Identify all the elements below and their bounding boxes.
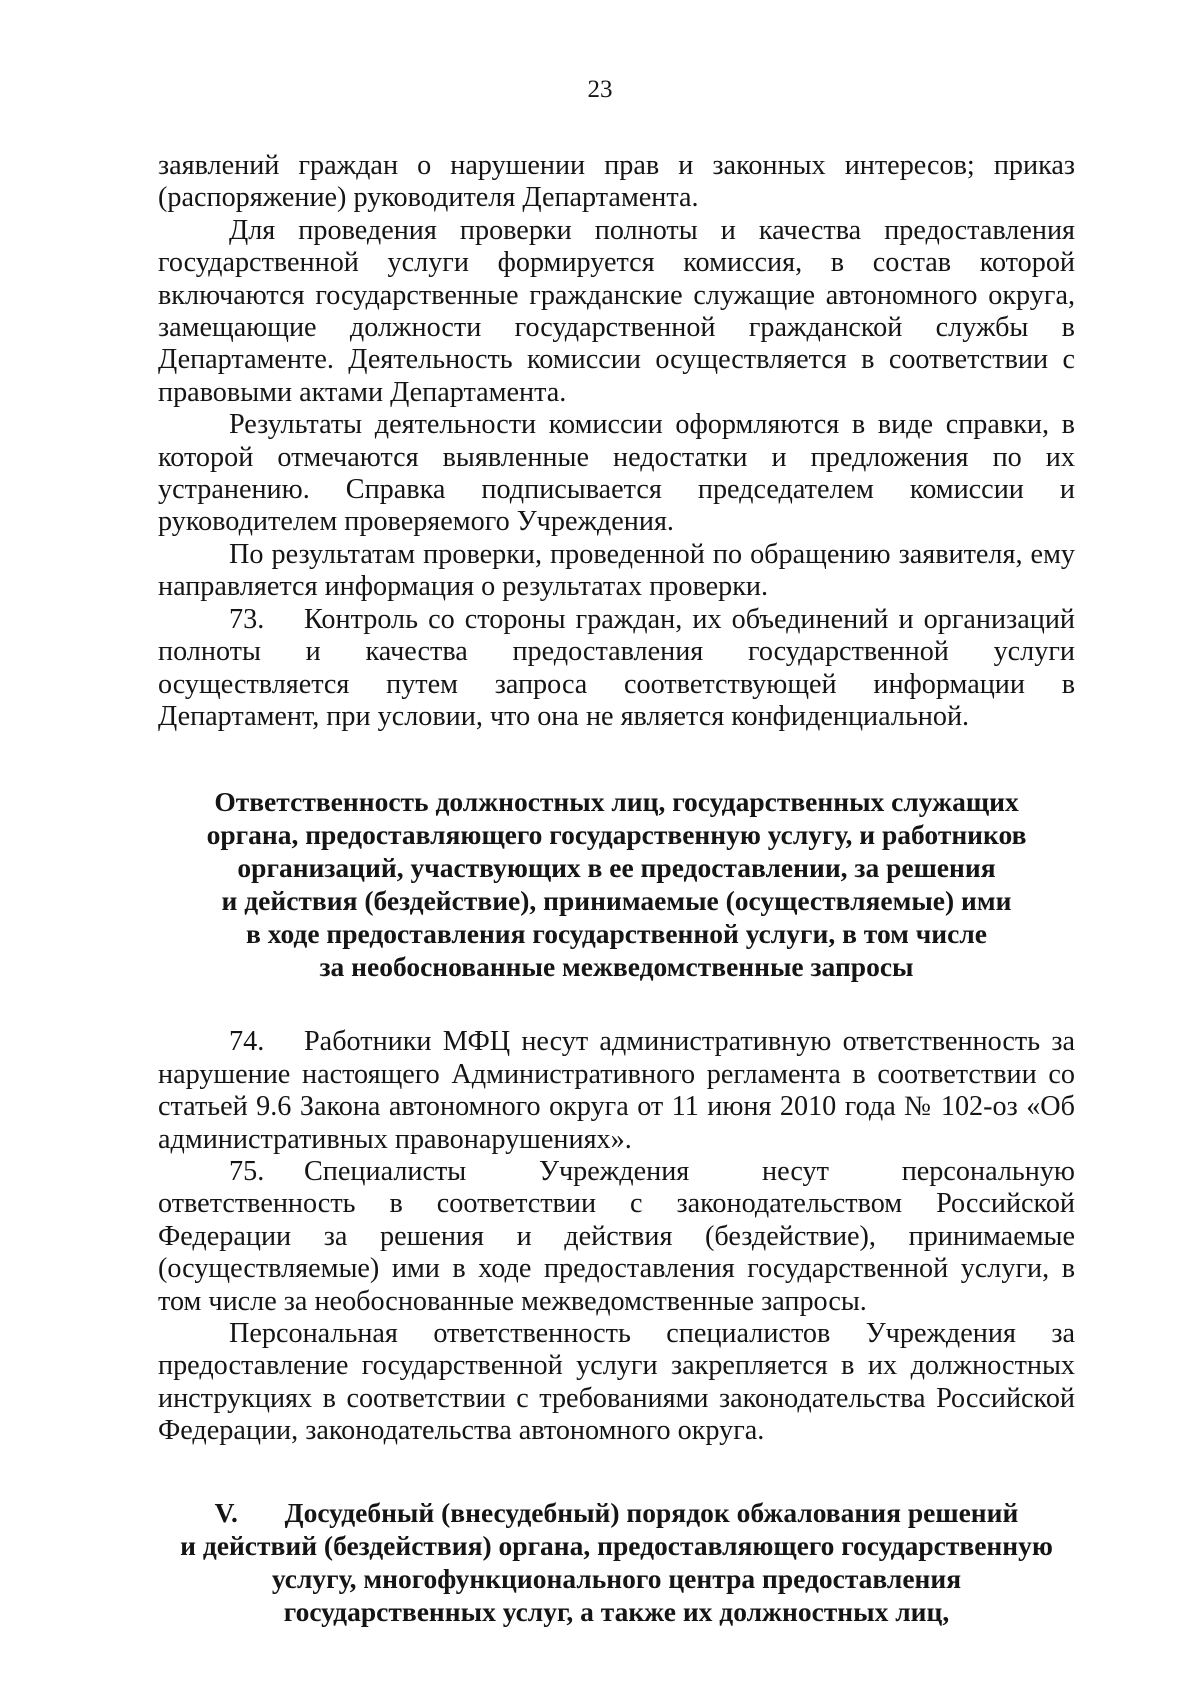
heading-first-line: Досудебный (внесудебный) порядок обжалования решений xyxy=(284,1496,1019,1528)
item-number: 75. xyxy=(229,1155,265,1187)
item-text: Специалисты Учреждения несут персональную ответственность в соответствии с законодательством Российской Федерации за решения и действия (бездействие), принимаемые (осуществляемые) ими в ходе предоставления государственной услуги, в том числе за необоснованные межведомственные запросы. xyxy=(158,1155,1075,1317)
section-heading-pretrial-appeal xyxy=(158,1496,1075,1628)
item-text: Контроль со стороны граждан, их объединений и организаций полноты и качества предоставления государственной услуги осуществляется путем запроса соответствующей информации в Департамент, при условии, что она не является конфиденциальной. xyxy=(158,603,1075,732)
section-number: V. xyxy=(214,1496,238,1528)
heading-line xyxy=(158,1496,1075,1529)
heading-line: услугу, многофункционального центра предоставления xyxy=(271,1562,962,1594)
paragraph-results: Результаты деятельности комиссии оформляются в виде справки, в которой отмечаются выявленные недостатки и предложения по их устранению. Справка подписывается председателем комиссии и руководителем проверяемого Учреждения. xyxy=(158,409,1075,538)
heading-line: и действий (бездействия) органа, предоставляющего государственную xyxy=(180,1529,1053,1561)
item-number: 74. xyxy=(229,1026,265,1058)
heading-line: Ответственность должностных лиц, государственных служащих xyxy=(214,786,1019,818)
heading-line: органа, предоставляющего государственную услугу, и работников xyxy=(206,819,1027,851)
paragraph-continuation: заявлений граждан о нарушении прав и законных интересов; приказ (распоряжение) руководителя Департамента. xyxy=(158,150,1075,214)
heading-line: в ходе предоставления государственной услуги, в том числе xyxy=(246,918,987,950)
heading-line: организаций, участвующих в ее предоставлении, за решения xyxy=(237,852,996,884)
paragraph-74 xyxy=(158,1026,1075,1156)
paragraph-applicant-info: По результатам проверки, проведенной по обращению заявителя, ему направляется информация о результатах проверки. xyxy=(158,538,1075,603)
heading-line: и действия (бездействие), принимаемые (осуществляемые) ими xyxy=(221,885,1012,917)
heading-line: за необоснованные межведомственные запросы xyxy=(319,951,914,983)
item-number: 73. xyxy=(229,603,265,635)
paragraph-personal-responsibility: Персональная ответственность специалистов Учреждения за предоставление государственной услуги закрепляется в их должностных инструкциях в соответствии с требованиями законодательства Российской Федерации, законодательства автономного округа. xyxy=(158,1317,1075,1447)
section-heading-responsibility xyxy=(158,785,1075,983)
item-text: Работники МФЦ несут административную ответственность за нарушение настоящего Административного регламента в соответствии со статьей 9.6 Закона автономного округа от 11 июня 2010 года № 102-оз «Об административных правонарушениях». xyxy=(158,1026,1075,1155)
paragraph-commission: Для проведения проверки полноты и качества предоставления государственной услуги формируется комиссия, в состав которой включаются государственные гражданские служащие автономного округа, замещающие должности государственной гражданской службы в Департаменте. Деятельность комиссии осуществляется в соответствии с правовыми актами Департамента. xyxy=(158,214,1075,408)
heading-line: государственных услуг, а также их должностных лиц, xyxy=(283,1595,950,1627)
page-content xyxy=(158,150,1075,1628)
page-number: 23 xyxy=(587,76,613,103)
paragraph-73 xyxy=(158,604,1075,734)
paragraph-75 xyxy=(158,1156,1075,1318)
